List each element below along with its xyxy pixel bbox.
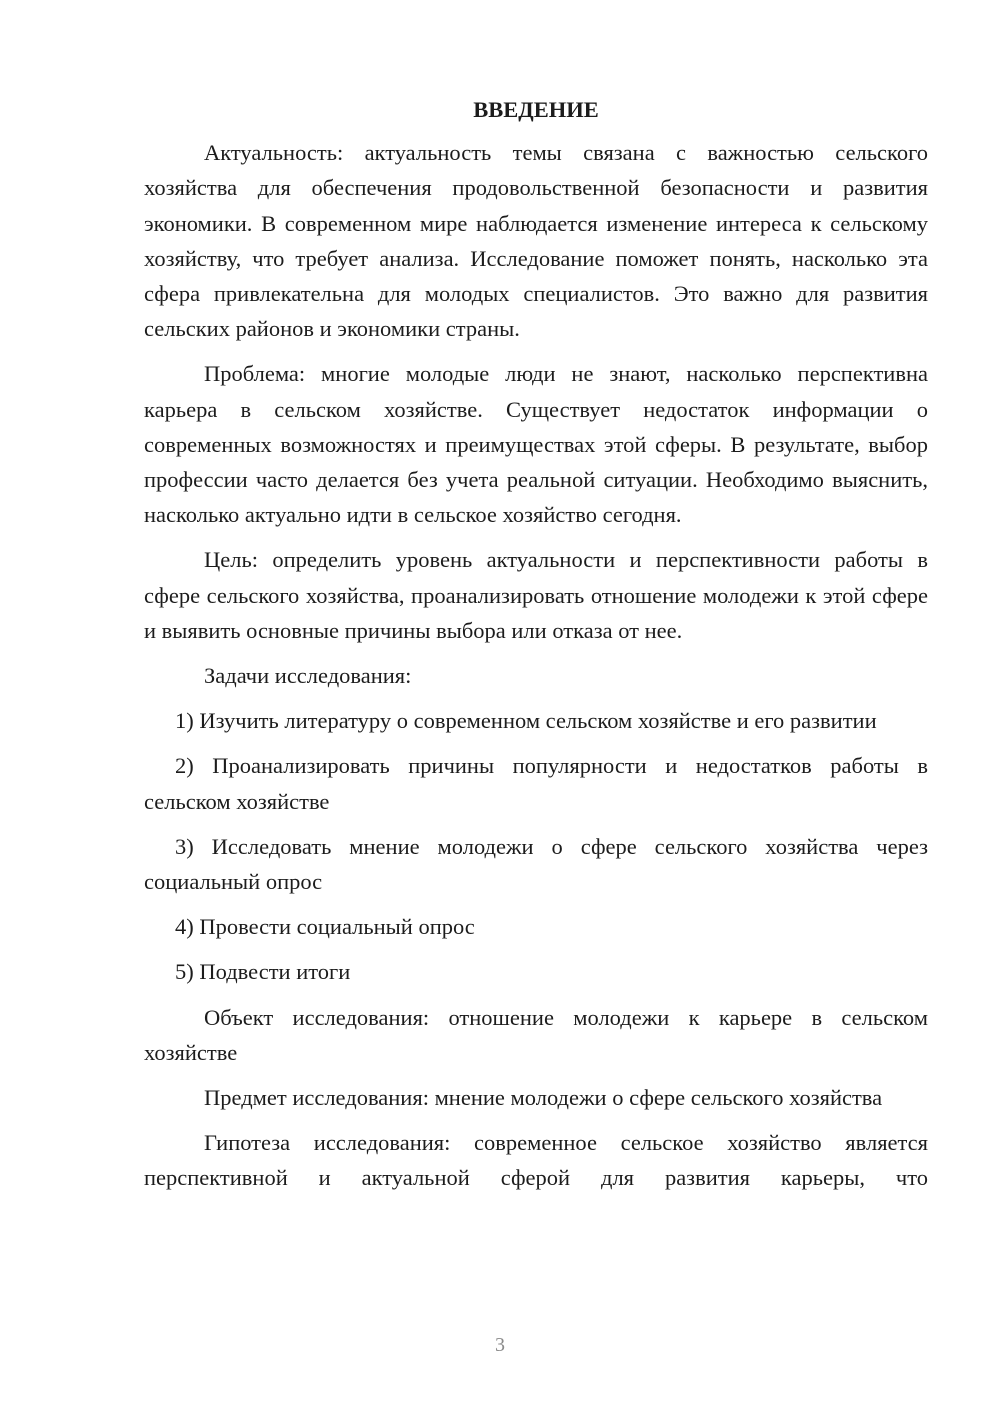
document-page: [144, 92, 928, 1206]
object-paragraph: Объект исследования: отношение молодежи к карьере в сельском хозяйстве: [144, 1004, 928, 1065]
task-item-1: 1) Изучить литературу о современном сельском хозяйстве и его развитии: [175, 708, 877, 734]
hypothesis-paragraph: Гипотеза исследования: современное сельское хозяйство является перспективной и актуальной сферой для развития карьеры, что: [144, 1130, 928, 1191]
task-item-4: 4) Провести социальный опрос: [175, 914, 475, 940]
section-heading: ВВЕДЕНИЕ: [473, 97, 599, 122]
task-item-5: 5) Подвести итоги: [175, 959, 351, 985]
relevance-paragraph: Актуальность: актуальность темы связана с важностью сельского хозяйства для обеспечения продовольственной безопасности и развития экономики. В современном мире наблюдается изменение интереса к сельскому хозяйству, что требует анализа. Исследование поможет понять, насколько эта сфера привлекательна для молодых специалистов. Это важно для развития сельских районов и экономики страны.: [144, 140, 928, 342]
task-item-3: 3) Исследовать мнение молодежи о сфере сельского хозяйства через социальный опрос: [144, 833, 928, 895]
goal-paragraph: Цель: определить уровень актуальности и перспективности работы в сфере сельского хозяйства, проанализировать отношение молодежи к этой сфере и выявить основные причины выбора или отказа от нее.: [144, 547, 928, 643]
subject-paragraph: Предмет исследования: мнение молодежи о сфере сельского хозяйства: [204, 1085, 883, 1111]
page-number: 3: [495, 1334, 505, 1356]
task-item-2: 2) Проанализировать причины популярности и недостатков работы в сельском хозяйстве: [144, 753, 928, 814]
problem-paragraph: Проблема: многие молодые люди не знают, насколько перспективна карьера в сельском хозяйстве. Существует недостаток информации о современных возможностях и преимуществах этой сферы. В результате, выбор профессии часто делается без учета реальной ситуации. Необходимо выяснить, насколько актуально идти в сельское хозяйство сегодня.: [144, 361, 928, 528]
tasks-title: Задачи исследования:: [204, 663, 412, 689]
